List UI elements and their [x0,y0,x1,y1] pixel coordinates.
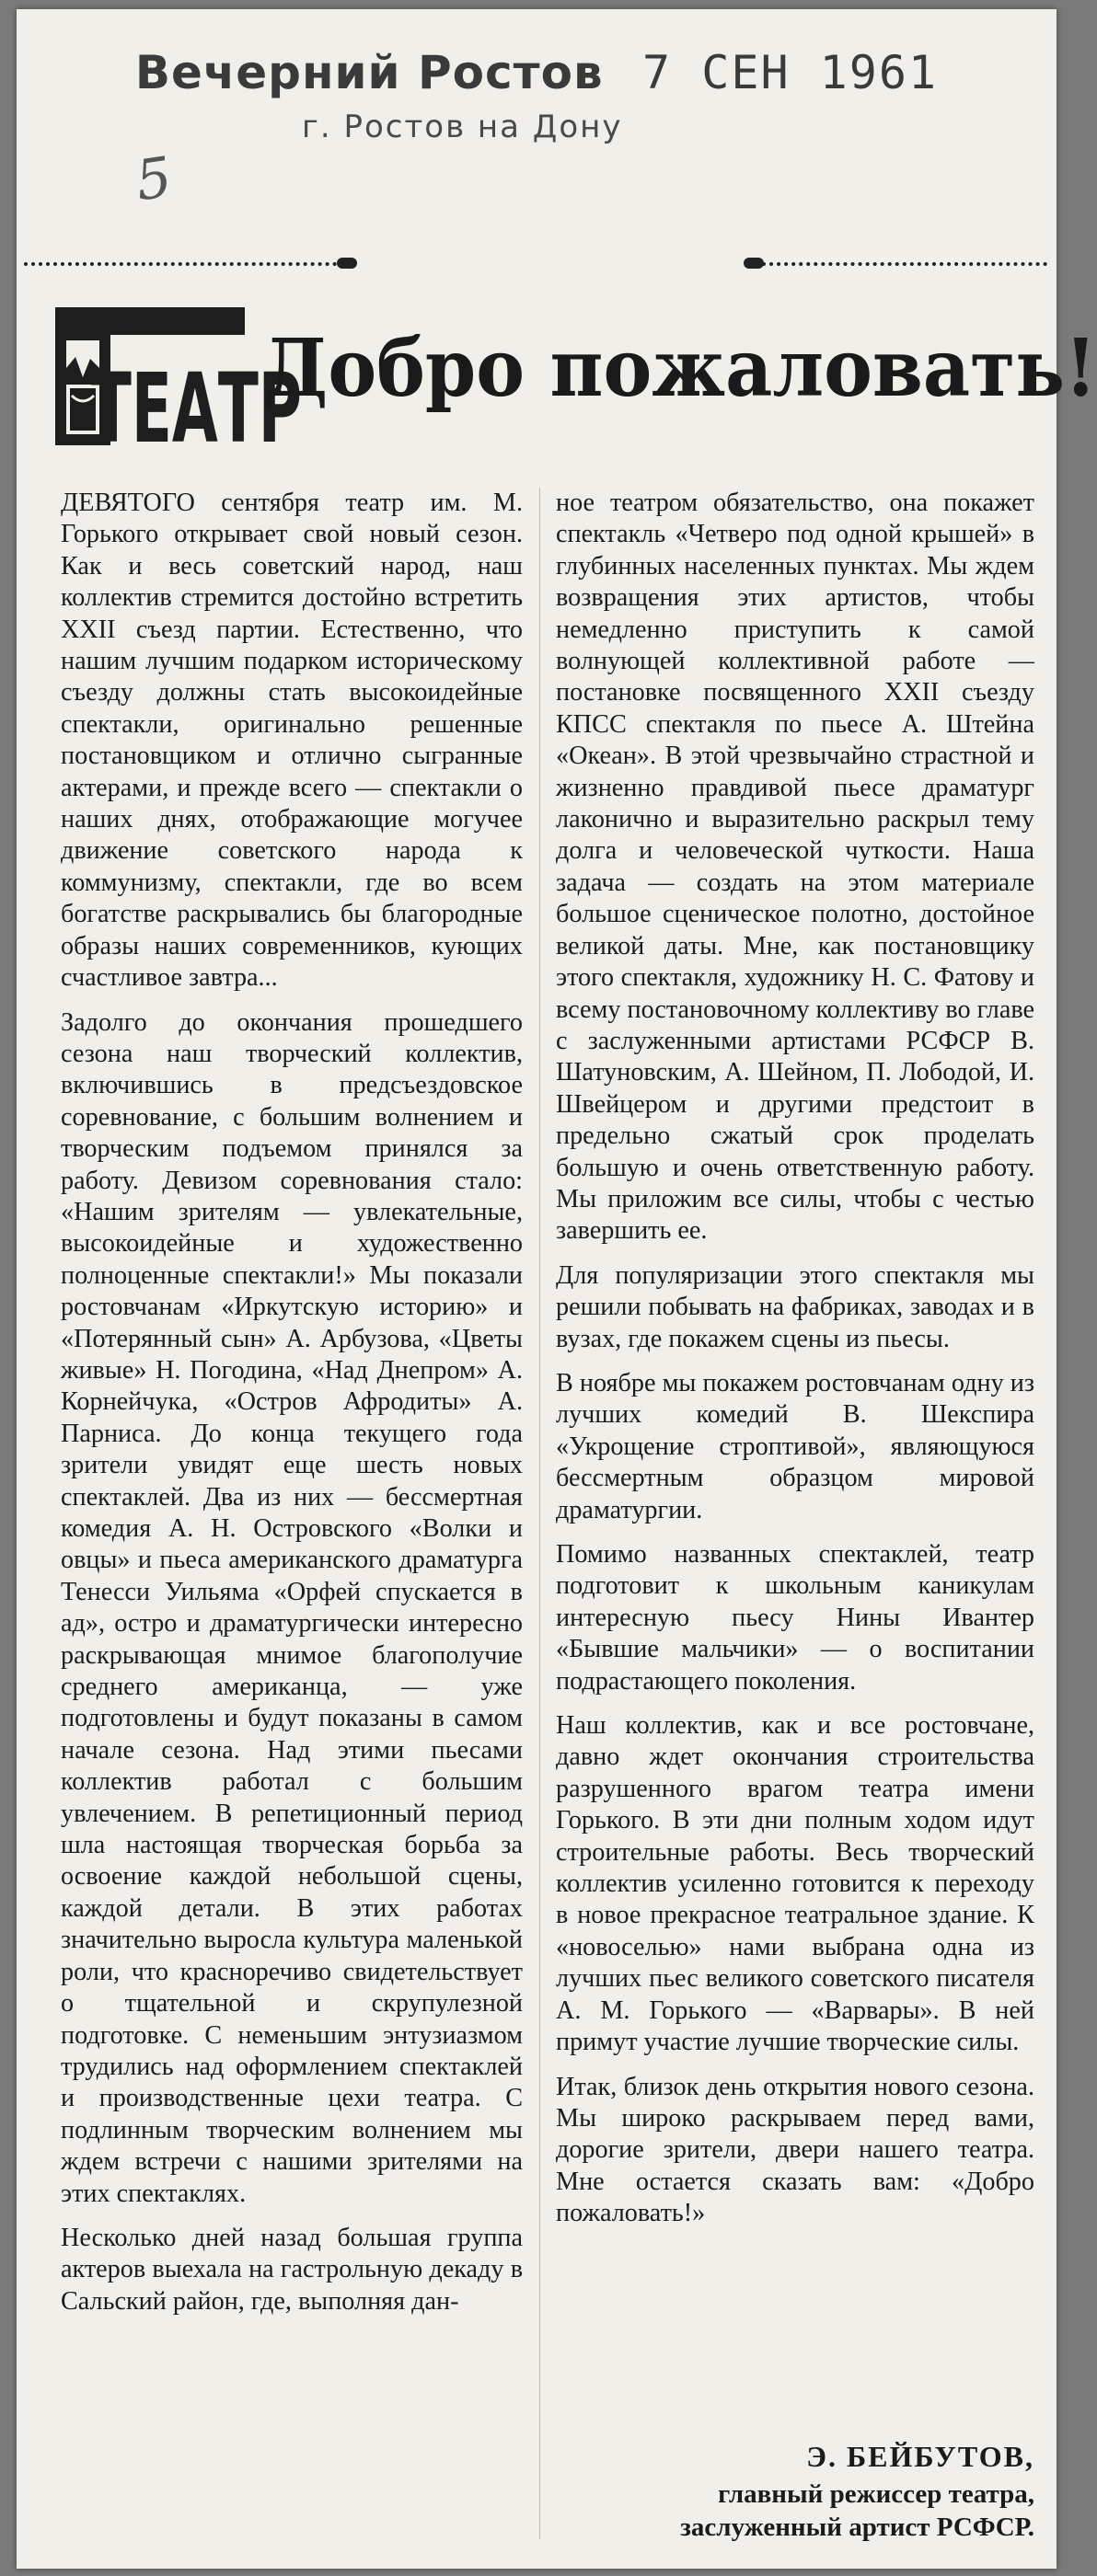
handwritten-mark: 5 [132,144,176,214]
theatre-logo-icon [53,304,303,466]
paragraph: ДЕВЯТОГО сентября театр им. М. Горького открывает свой новый сезон. Как и весь советский народ, наш коллектив стремится достойно встретить XXII съезд партии. Естественно, что нашим лучшим подарком историческому съезду должны стать высокоидейные спектакли, оригинально решенные постановщиком и отлично сыгранные актерами, и прежде всего — спектакли о наших днях, отображающие могучее движение советского народа к коммунизму, спектакли, где во всем богатстве раскрывались бы благородные образы наших современников, кующих счастливое завтра... [61,489,523,993]
article-column-right [556,488,1034,2243]
rubric-text: ТЕАТР [90,354,303,466]
newspaper-clipping [17,9,1097,2569]
ornament-left [24,262,337,279]
author-name: Э. БЕЙБУТОВ, [806,2440,1034,2473]
article-column-left [61,488,523,2330]
newspaper-name: Вечерний Ростов [134,46,604,99]
author-signature [556,2440,1034,2544]
headline: Добро пожаловать! [263,322,1097,415]
paragraph: ное театром обязательство, она покажет спектакль «Четверо под одной крышей» в глубинных населенных пунктах. Мы ждем возвращения этих артистов, чтобы немедленно приступить к самой волнующей коллективной работе — постановке посвященного XXII съезду КПСС спектакля по пьесе А. Штейна «Океан». В этой чрезвычайно страстной и жизненно правдивой пьесе драматург лаконично и выразительно раскрыл тему долга и человеческой чуткости. Наша задача — создать на этом материале большое сценическое полотно, достойное великой даты. Мне, как постановщику этого спектакля, художнику Н. С. Фатову и всему постановочному коллективу во главе с заслуженными артистами РСФСР В. Шатуновским, А. Шейном, П. Лободой, И. Швейцером и другими предстоит в предельно сжатый срок проделать большую и очень ответственную работу. Мы приложим все силы, чтобы с честью завершить ее. [556,489,1034,1246]
ornament-left-end [337,258,357,269]
column-divider [539,488,540,2539]
date-stamp: 7 СЕН 1961 [642,46,939,99]
paragraph: Несколько дней назад большая группа актеров выехала на гастрольную декаду в Сальский район, где, выполняя дан- [61,2223,523,2316]
ornament-right-end [744,258,764,269]
paragraph: Задолго до окончания прошедшего сезона наш творческий коллектив, включившись в предсъездовское соревнование, с большим волнением и творческим подъемом принялся за работу. Девизом соревнования стало: «Нашим зрителям — увлекательные, высокоидейные и художественно полноценные спектакли!» Мы показали ростовчанам «Иркутскую историю» и «Потерянный сын» А. Арбузова, «Цветы живые» Н. Погодина, «Над Днепром» А. Корнейчука, «Остров Афродиты» А. Парниса. До конца текущего года зрители увидят еще шесть новых спектаклей. Два из них — бессмертная комедия А. Н. Островского «Волки и овцы» и пьеса американского драматурга Тенесси Уильяма «Орфей спускается в ад», остро и драматургически интересно раскрывающая мнимое благополучие среднего американца, — уже подготовлены и будут показаны в самом начале сезона. Над этими пьесами коллектив работал с большим увлечением. В репетиционный период шла настоящая творческая борьба за освоение каждой небольшой сцены, каждой детали. В этих работах значительно выросла культура маленькой роли, что красноречиво свидетельствует о тщательной и скрупулезной подготовке. С неменьшим энтузиазмом трудились над оформлением спектаклей и производственные цехи театра. С подлинным творческим волнением мы ждем встречи с нашими зрителями на этих спектаклях. [61,1007,523,2208]
paragraph: Наш коллектив, как и все ростовчане, давно ждет окончания строительства разрушенного врагом театра имени Горького. В эти дни полным ходом идут строительные работы. Весь творческий коллектив усиленно готовится к переходу в новое прекрасное театральное здание. К «новоселью» нами выбрана одна из лучших пьес великого советского писателя А. М. Горького — «Варвары». В ней примут участие лучшие творческие силы. [556,1711,1034,2057]
paragraph: Помимо названных спектаклей, театр подготовит к школьным каникулам интересную пьесу Нины Ивантер «Бывшие мальчики» — о воспитании подрастающего поколения. [556,1540,1034,1696]
paragraph: В ноябре мы покажем ростовчанам одну из лучших комедий В. Шекспира «Укрощение строптивой», являющуюся бессмертным образцом мировой драматургии. [556,1368,1034,1524]
paragraph: Для популяризации этого спектакля мы решили побывать на фабриках, заводах и в вузах, где покажем сцены из пьесы. [556,1260,1034,1353]
author-role: главный режиссер театра, [718,2479,1034,2509]
ornament-right [762,262,1047,279]
paragraph: Итак, близок день открытия нового сезона. Мы широко раскрываем перед вами, дорогие зрители, двери нашего театра. Мне остается сказать вам: «Добро пожаловать!» [556,2072,1034,2228]
author-title: заслуженный артист РСФСР. [680,2513,1034,2542]
masthead-stamp [17,46,1057,99]
city-stamp: г. Ростов на Дону [302,109,623,145]
theatre-rubric-logo [53,304,303,466]
